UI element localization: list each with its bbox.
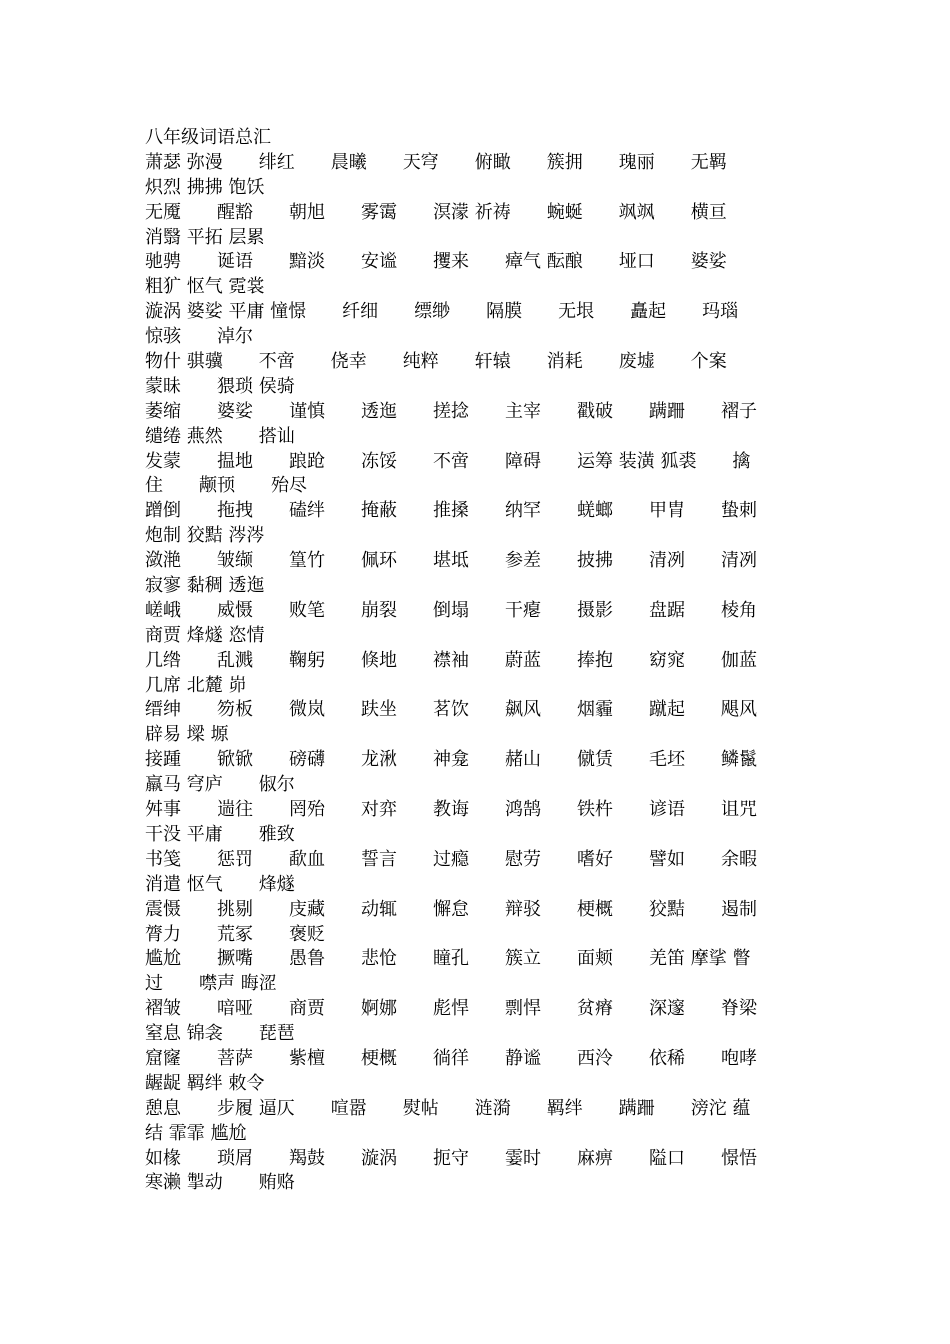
text-line: 漩涡 婆娑 平庸 憧憬 纤细 缥缈 隔膜 无垠 矗起 玛瑙 [145,301,739,323]
text-line: 干没 平庸 雅致 [145,823,295,845]
text-line: 无魇 醒豁 朝旭 雾霭 溟濛 祈祷 蜿蜒 飒飒 横亘 [145,201,727,223]
text-line: 褶皱 喑哑 商贾 婀娜 彪悍 剽悍 贫瘠 深邃 脊梁 [145,998,757,1020]
text-line: 缙绅 笏板 微岚 趺坐 茗饮 飙风 烟霾 蹴起 飓风 [145,699,757,721]
text-line: 如椽 琐屑 羯鼓 漩涡 扼守 霎时 麻痹 隘口 憬悟 [145,1147,757,1169]
text-line: 潋滟 皱缬 篁竹 佩环 堪坻 参差 披拂 清冽 清冽 [145,550,757,572]
document-body [145,126,807,1196]
text-line: 消翳 平拓 层累 [145,226,265,248]
text-line: 缱绻 燕然 搭讪 [145,425,295,447]
text-line: 过 噤声 晦涩 [145,973,277,995]
text-line: 龌龊 羁绊 敕令 [145,1072,265,1094]
text-line: 粗犷 怄气 霓裳 [145,276,265,298]
text-line: 发蒙 揾地 踉跄 冻馁 不啻 障碍 运筹 装潢 狐裘 擒 [145,450,751,472]
document-title: 八年级词语总汇 [145,127,271,148]
text-line: 商贾 烽燧 恣情 [145,624,265,646]
text-line: 寒濑 掣动 贿赂 [145,1172,295,1194]
text-line: 书笺 惩罚 歃血 誓言 过瘾 慰劳 嗜好 譬如 余暇 [145,848,757,870]
text-line: 窟窿 菩萨 紫檀 梗概 徜徉 静谧 西泠 依稀 咆哮 [145,1047,757,1069]
text-line: 辟易 墚 塬 [145,724,229,746]
text-line: 住 颟顸 殆尽 [145,475,307,497]
text-line: 结 霏霏 尴尬 [145,1122,247,1144]
text-line: 接踵 锨锨 磅礴 龙湫 神龛 赭山 僦赁 毛坯 鳞鬣 [145,749,757,771]
text-line: 震慑 挑剔 庋藏 动辄 懈怠 辩驳 梗概 狡黠 遏制 [145,898,757,920]
text-line: 膂力 荒冢 褒贬 [145,923,325,945]
text-line: 驰骋 诞语 黯淡 安谧 攫来 瘴气 酝酿 垭口 婆娑 [145,251,727,273]
text-line: 寂寥 黏稠 透迤 [145,575,265,597]
text-line: 几绺 乱溅 鞠躬 倏地 襟袖 蔚蓝 捧抱 窈窕 伽蓝 [145,649,757,671]
text-line: 蹭倒 拖拽 磕绊 掩蔽 推搡 纳罕 蜣螂 甲胄 蛰刺 [145,500,757,522]
text-line: 羸马 穹庐 俶尔 [145,774,295,796]
text-line: 惊骇 淖尔 [145,326,253,348]
text-line: 炮制 狡黠 涔涔 [145,525,265,547]
text-line: 蒙昧 猥琐 侯骑 [145,375,295,397]
text-line: 炽烈 拂拂 饱饫 [145,176,265,198]
text-line: 嵯峨 威慑 败笔 崩裂 倒塌 干瘪 摄影 盘踞 棱角 [145,599,757,621]
text-line: 消遣 怄气 烽燧 [145,873,295,895]
text-line: 窒息 锦衾 琵琶 [145,1023,295,1045]
text-line: 物什 骐骥 不啻 侥幸 纯粹 轩辕 消耗 废墟 个案 [145,351,727,373]
text-line: 舛事 遄往 罔殆 对弈 教诲 鸿鹄 铁杵 谚语 诅咒 [145,799,757,821]
text-line: 萧瑟 弥漫 绯红 晨曦 天穹 俯瞰 簇拥 瑰丽 无羁 [145,151,727,173]
text-line: 几席 北麓 峁 [145,674,247,696]
text-line: 萎缩 婆娑 谨慎 透迤 搓捻 主宰 戳破 蹒跚 褶子 [145,400,757,422]
text-line: 尴尬 撅嘴 愚鲁 悲怆 瞳孔 簇立 面颊 羌笛 摩挲 瞥 [145,948,751,970]
text-line: 憩息 步履 逼仄 喧嚣 熨帖 涟漪 羁绊 蹒跚 滂沱 蕴 [145,1097,751,1119]
